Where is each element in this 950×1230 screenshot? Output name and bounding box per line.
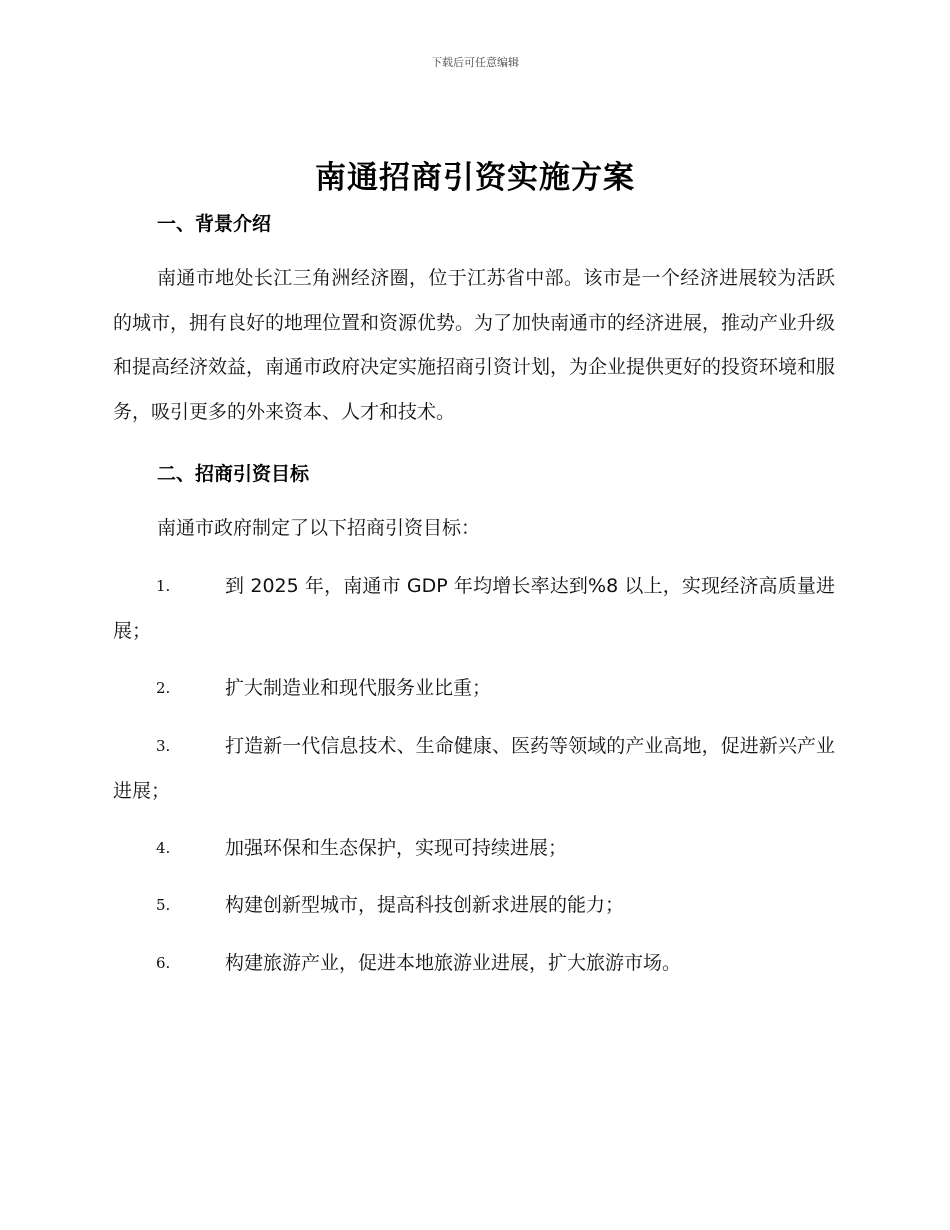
list-item — [113, 826, 835, 871]
goals-intro: 南通市政府制定了以下招商引资目标： — [157, 517, 481, 539]
list-item — [113, 666, 835, 711]
list-number: 6. — [156, 954, 171, 972]
list-number: 1. — [156, 577, 171, 595]
section-heading-background: 一、背景介绍 — [157, 213, 272, 235]
list-text: 打造新一代信息技术、生命健康、医药等领域的产业高地，促进新兴产业进展； — [113, 735, 835, 802]
list-item — [113, 883, 835, 928]
section-heading-goals: 二、招商引资目标 — [157, 463, 310, 485]
list-item — [113, 724, 835, 813]
list-number: 4. — [156, 839, 171, 857]
list-number: 3. — [156, 737, 171, 755]
list-text: 加强环保和生态保护，实现可持续进展； — [225, 837, 568, 859]
list-item — [113, 941, 835, 986]
list-number: 5. — [156, 896, 171, 914]
background-paragraph: 南通市地处长江三角洲经济圈，位于江苏省中部。该市是一个经济进展较为活跃的城市，拥有良好的地理位置和资源优势。为了加快南通市的经济进展，推动产业升级和提高经济效益，南通市政府决定实施招商引资计划，为企业提供更好的投资环境和服务，吸引更多的外来资本、人才和技术。 — [113, 267, 836, 423]
header-note: 下载后可任意编辑 — [431, 56, 519, 69]
list-item — [113, 564, 835, 653]
list-text: 扩大制造业和现代服务业比重； — [225, 677, 492, 699]
list-text: 到 2025 年，南通市 GDP 年均增长率达到%8 以上，实现经济高质量进展； — [113, 575, 835, 642]
list-text: 构建旅游产业，促进本地旅游业进展，扩大旅游市场。 — [225, 952, 682, 974]
page-title: 南通招商引资实施方案 — [315, 160, 635, 196]
list-number: 2. — [156, 679, 171, 697]
list-text: 构建创新型城市，提高科技创新求进展的能力； — [225, 894, 625, 916]
